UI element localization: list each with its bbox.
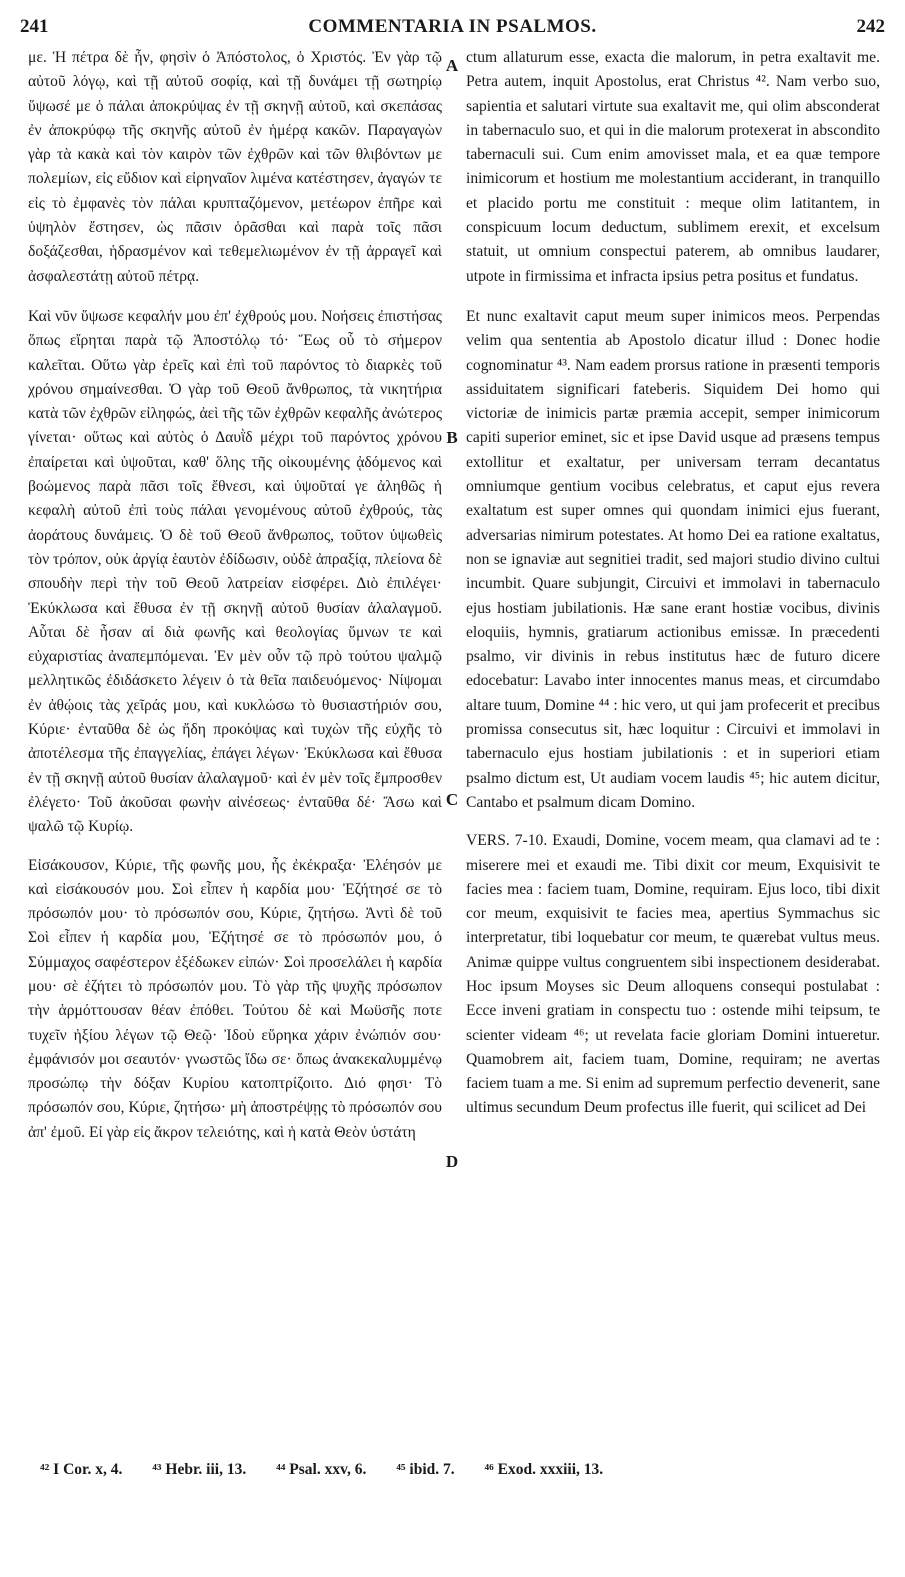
greek-paragraph-1: με. Ἡ πέτρα δὲ ἦν, φησὶν ὁ Ἀπόστολος, ὁ Χριστός. Ἐν γὰρ τῷ αὐτοῦ λόγῳ, καὶ τῇ αὐτοῦ σοφίᾳ, καὶ τῇ δυνάμει τῇ σωτηρίῳ ὕψωσέ με ὁ πάλαι ἀποκρύψας ἐν τῇ σκηνῇ αὐτοῦ, καὶ σκεπάσας ἐν ἀποκρύφῳ τῆς σκηνῆς αὐτοῦ ἐν ἡμέρᾳ κακῶν. Παραγαγὼν γὰρ τὰ κακὰ καὶ τὸν καιρὸν τῶν ἐχθρῶν καὶ τῶν θλιβόντων με πολεμίων, εἰς εὔδιον καὶ εἰρηναῖον λιμένα κατέστησεν, ἀγαγών τε εἰς τὸ ἐμφανὲς τὸν πάλαι κρυπταζόμενον, μετέωρον ἐπῆρε καὶ ὑψηλὸν ἔστησεν, ὡς πᾶσιν ὁρᾶσθαι καὶ παρὰ τοῖς πᾶσι δοξάζεσθαι, ἡδρασμένον καὶ τεθεμελιωμένον ἐν τῇ ἀρραγεῖ καὶ ἀσφαλεστάτῃ αὐτοῦ πέτρᾳ. <box>28 49 442 285</box>
footnote-46: ⁴⁶ Exod. xxxiii, 13. <box>484 1461 604 1478</box>
page-number-right: 242 <box>856 16 885 37</box>
section-marker-c: C <box>445 790 459 809</box>
footnote-44: ⁴⁴ Psal. xxv, 6. <box>276 1461 367 1478</box>
section-marker-a: A <box>445 56 459 75</box>
latin-paragraph-2: Et nunc exaltavit caput meum super inimicos meos. Perpendas velim qua sententia ab Apostolo dicatur illud : Donec hodie cognominatur ⁴³. Nam eadem prorsus ratione in præsenti temporis assiduitatem significari fateberis. Siquidem Dei homo qui victoriæ de inimicis partæ præmia accepit, semper inimicorum capiti superior eminet, sic et ipse David usque ad præsens tempus extollitur et exaltatur, per universam terram decantatus omniumque gentium vocibus celebratus, et caput ejus revera exaltatum est super omnes qui quondam inimici ejus fuerant, adversarias nimirum potestates. At homo Dei ea ratione exaltatus, non se ignaviæ aut segnitiei tradit, sed majori studio divino cultui incumbit. Quare subjungit, Circuivi et immolavi in tabernaculo ejus hostiam jubilationis. Hæ sane erant hostiæ vocibus, divinis eloquiis, hymnis, gratiarum actionibus emissæ. In præcedenti psalmo, vir divinis in rebus institutus hæc de futuro dicere edocebatur: Lavabo inter innocentes manus meas, et circumdabo altare tuum, Domine ⁴⁴ : hic vero, ut qui jam profecerit et precibus promissa consecutus sit, hæc loquitur : Circuivi et immolavi in tabernaculo ejus hostiam jubilationis : et in superiori etiam psalmo dictum est, Ut audiam vocem laudis ⁴⁵; hic autem dicitur, Cantabo et psalmum dicam Domino. <box>466 307 880 811</box>
page-number-left: 241 <box>20 16 49 37</box>
footnote-43: ⁴³ Hebr. iii, 13. <box>152 1461 247 1478</box>
footnote-42: ⁴² I Cor. x, 4. <box>40 1461 123 1478</box>
latin-column <box>466 46 880 1121</box>
greek-paragraph-3: Εἰσάκουσον, Κύριε, τῆς φωνῆς μου, ἧς ἐκέκραξα· Ἐλέησόν με καὶ εἰσάκουσόν μου. Σοὶ εἶπεν ἡ καρδία μου· Ἐζήτησέ σε τὸ πρόσωπόν μου· τὸ πρόσωπόν σου, Κύριε, ζητήσω. Ἀντὶ δὲ τοῦ Σοὶ εἶπεν ἡ καρδία μου, Ἐζήτησέ σε τὸ πρόσωπόν μου, ὁ Σύμμαχος σαφέστερον ἐξέδωκεν εἰπών· Σοὶ προσελάλει ἡ καρδία μου· σὲ ἐζήτει τὸ πρόσωπόν μου. Τὸ γὰρ τῆς ψυχῆς πρόσωπον τὴν ἁρμόττουσαν θέαν ἐπόθει. Τούτου δὲ καὶ Μωϋσῆς ποτε τυχεῖν ἠξίου λέγων τῷ Θεῷ· Ἰδοὺ εὕρηκα χάριν ἐνώπιόν σου· ἐμφάνισόν μοι σεαυτόν· γνωστῶς ἴδω σε· ὅπως ἀνακεκαλυμμένῳ προσώπῳ τὴν δόξαν Κυρίου κατοπτρίζοιτο. Διό φησι· Τὸ πρόσωπόν σου, Κύριε, ζητήσω· μὴ ἀποστρέψῃς τὸ πρόσωπόν σου ἀπ' ἐμοῦ. Εἰ γὰρ εἰς ἄκρον τελειότης, καὶ ἡ κατὰ Θεὸν ὑστάτη <box>28 856 442 1141</box>
footnotes <box>40 1461 880 1479</box>
latin-paragraph-3: VERS. 7-10. Exaudi, Domine, vocem meam, qua clamavi ad te : miserere mei et exaudi me. Tibi dixit cor meum, Exquisivit te facies mea : faciem tuam, Domine, requiram. Ejus loco, tibi dixit cor meum, exquisivit te facies mea, apertius Symmachus sic interpretatur, tibi loquebatur cor meum, te quærebat vultus meus. Animæ quippe vultus congruentem sibi inspectionem desiderabat. Hoc ipsum Moyses sic Deum alloquens consequi postulabat : Ecce inveni gratiam in conspectu tuo : ostende mihi teipsum, te scienter videam ⁴⁶; ut revelata facie gloriam Domini intueretur. Quamobrem ait, faciem tuam, Domine, requiram; ne avertas faciem tuam a me. Si enim ad supremum perfectio devenerit, sane ultimus secundum Deum profectus ille fuerit, qui scilicet ad Dei <box>466 832 880 1117</box>
greek-paragraph-2: Καὶ νῦν ὕψωσε κεφαλήν μου ἐπ' ἐχθρούς μου. Νοήσεις ἐπιστήσας ὅπως εἴρηται παρὰ τῷ Ἀποστόλῳ τό· Ἕως οὗ τὸ σήμερον καλεῖται. Οὕτω γὰρ ἐρεῖς καὶ ἐπὶ τοῦ παρόντος τὸ διαρκὲς τοῦ χρόνου σημαίνεσθαι. Ὁ γὰρ τοῦ Θεοῦ ἄνθρωπος, τὰ νικητήρια κατὰ τῶν ἐχθρῶν εἰληφώς, ἀεὶ τῆς τῶν ἐχθρῶν κεφαλῆς ἀνώτερος γίνεται· οὕτως καὶ αὐτὸς ὁ Δαυῒδ μέχρι τοῦ παρόντος χρόνου ἐπαίρεται καὶ ὑψοῦται, καθ' ὅλης τῆς οἰκουμένης ᾀδόμενος καὶ βοώμενος παρὰ πᾶσι τοῖς ἔθνεσι, καὶ ὑψοῦταί γε ἀληθῶς ἡ κεφαλὴ αὐτοῦ ἐπὶ τοὺς πάλαι γενομένους αὐτοῦ ἐχθρούς, τὰς ἀοράτους δυνάμεις. Ὁ δὲ τοῦ Θεοῦ ἄνθρωπος, τοῦτον ὑψωθεὶς τὸν τρόπον, οὐκ ἀργίᾳ ἑαυτὸν ἐδίδωσιν, οὐδὲ ἀπραξίᾳ, πλείονα δὲ σπουδὴν περὶ τὴν τοῦ Θεοῦ λατρείαν εἰσφέρει. Διὸ ἐπιλέγει· Ἐκύκλωσα καὶ ἔθυσα ἐν τῇ σκηνῇ αὐτοῦ θυσίαν ἀλαλαγμοῦ. Αὗται δὲ ἦσαν αἱ διὰ φωνῆς καὶ θεολογίας ὕμνων τε καὶ εὐχαριστίας ἀναπεμπόμεναι. Ἐν μὲν οὖν τῷ πρὸ τούτου ψαλμῷ μελλητικῶς ἐδιδάσκετο λέγειν ὁ τὰ θεῖα παιδευόμενος· Νίψομαι ἐν ἀθῴοις τὰς χεῖράς μου, καὶ κυκλώσω τὸ θυσιαστήριόν σου, Κύριε· ἐνταῦθα δὲ ὡς ἤδη προκόψας καὶ τυχὼν τῆς εὐχῆς τὸ ἀποτέλεσμα τῆς ἐπαγγελίας, ἐπάγει λέγων· Ἐκύκλωσα καὶ ἔθυσα ἐν τῇ σκηνῇ αὐτοῦ θυσίαν ἀλαλαγμοῦ· καὶ ἐν μὲν τοῖς ἔμπροσθεν ἐλέγετο· Τοῦ ἀκοῦσαι φωνὴν αἰνέσεως· ἐνταῦθα δέ· Ἄσω καὶ ψαλῶ τῷ Κυρίῳ. <box>28 307 442 836</box>
section-marker-b: B <box>446 428 458 447</box>
running-title: COMMENTARIA IN PSALMOS. <box>308 16 597 37</box>
footnote-45: ⁴⁵ ibid. 7. <box>396 1461 455 1478</box>
section-marker-d: D <box>445 1152 459 1171</box>
greek-column <box>28 46 442 1145</box>
latin-paragraph-1: ctum allaturum esse, exacta die malorum, in petra exaltavit me. Petra autem, inquit Apostolus, erat Christus ⁴². Nam verbo suo, sapientia et salutari virtute sua exaltavit me, qui olim absconderat in tabernaculo suo, et qui in die malorum protexerat in abscondito tabernaculi sui. Cum enim amovisset mala, et ea quæ tempore inimicorum et hostium me molestantium acciderant, in tranquillo et placido portu me constituit : meque olim latitantem, in conspicuum locum deductum, sublimem erexit, et excelsum statuit, ut omnium conspectui paterem, ab omnibus laudarer, utpote in firmissima et infracta ipsius petra positus et fundatus. <box>466 49 880 285</box>
section-markers <box>441 0 463 1500</box>
